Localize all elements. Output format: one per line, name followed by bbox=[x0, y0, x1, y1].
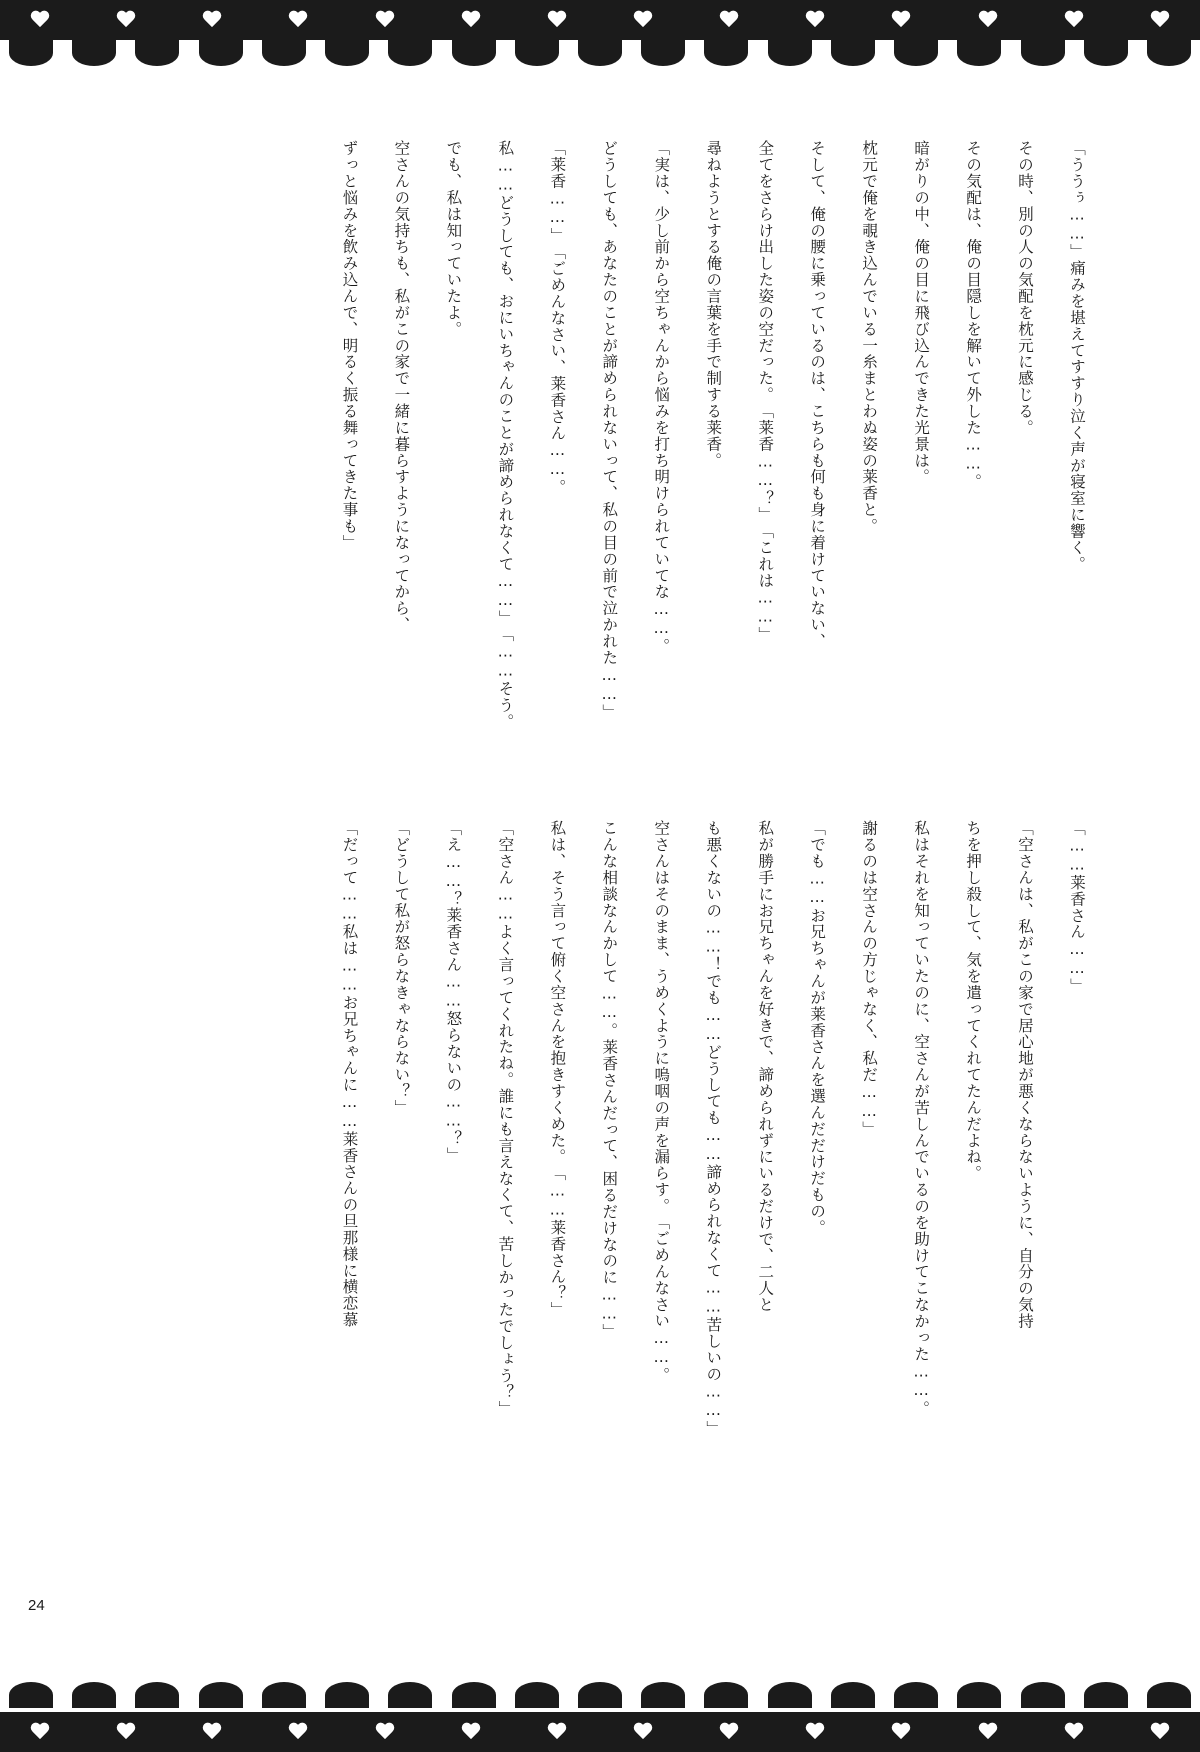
heart-icon bbox=[30, 1723, 50, 1741]
bottom-decorative-border bbox=[0, 1712, 1200, 1752]
text-column: れた……」 bbox=[600, 632, 619, 721]
scallop-shape bbox=[325, 40, 369, 66]
text-column: 痛みを堪えてすすり泣く声が寝室に響く。 bbox=[1068, 260, 1086, 573]
top-heart-row bbox=[0, 0, 1200, 40]
scallop-shape bbox=[641, 40, 685, 66]
text-column: 莱香さんだって、困るだけなのに……」 bbox=[600, 1038, 619, 1340]
text-column: 謝るのは空さんの方じゃなく、私だ……」 bbox=[860, 820, 879, 1138]
text-column: 「だって……私は……お兄ちゃんに……莱香さんの旦那様に横恋慕 bbox=[340, 820, 359, 1328]
scallop-shape bbox=[641, 1682, 685, 1708]
text-column: 空さんの気持ちも、私がこの家で一緒に暮らすようになってから、 bbox=[392, 140, 411, 633]
story-text-lower bbox=[315, 820, 1095, 1440]
scallop-shape bbox=[325, 1682, 369, 1708]
bottom-scallop-row bbox=[0, 1682, 1200, 1712]
text-column: こんな相談なんかして……。 bbox=[600, 820, 619, 1039]
text-column: 莱香さん……怒らないの……？」 bbox=[444, 907, 463, 1164]
text-column: 「え……？ bbox=[444, 820, 463, 908]
text-column: 全てをさらけ出した姿の空だった。 bbox=[756, 140, 775, 403]
heart-icon bbox=[978, 11, 998, 29]
text-column: 「莱香……」 bbox=[548, 140, 567, 244]
text-column: 「これは……」 bbox=[756, 522, 775, 643]
heart-icon bbox=[719, 1723, 739, 1741]
scallop-shape bbox=[957, 40, 1001, 66]
heart-icon bbox=[1064, 11, 1084, 29]
text-column: でも、私は知っていたよ。 bbox=[444, 140, 463, 338]
text-column: どうしても、あなたのことが諦められないって、私の目の前で泣か bbox=[600, 140, 619, 633]
scallop-shape bbox=[578, 40, 622, 66]
text-column: 「……そう。 bbox=[496, 626, 515, 731]
heart-icon bbox=[547, 1723, 567, 1741]
scallop-shape bbox=[135, 40, 179, 66]
scallop-shape bbox=[894, 1682, 938, 1708]
scallop-shape bbox=[1084, 1682, 1128, 1708]
scallop-shape bbox=[199, 40, 243, 66]
scallop-shape bbox=[515, 1682, 559, 1708]
scallop-shape bbox=[199, 1682, 243, 1708]
text-column: 「でも……お兄ちゃんが莱香さんを選んだだけだもの。 bbox=[808, 820, 827, 1236]
scallop-shape bbox=[72, 1682, 116, 1708]
scallop-shape bbox=[768, 1682, 812, 1708]
top-scallop-row bbox=[0, 40, 1200, 70]
text-column: 誰にも言えなくて、苦しかったでしょう？」 bbox=[496, 1087, 515, 1417]
heart-icon bbox=[1150, 11, 1170, 29]
scallop-shape bbox=[578, 1682, 622, 1708]
scallop-shape bbox=[72, 40, 116, 66]
scallop-shape bbox=[388, 1682, 432, 1708]
scallop-shape bbox=[9, 40, 53, 66]
top-decorative-border bbox=[0, 0, 1200, 40]
text-column: 「ごめんなさい……。 bbox=[652, 1214, 671, 1384]
heart-icon bbox=[375, 1723, 395, 1741]
text-column: 「ごめんなさい、莱香さん……。 bbox=[548, 243, 567, 496]
scallop-shape bbox=[515, 40, 559, 66]
heart-icon bbox=[375, 11, 395, 29]
scallop-shape bbox=[9, 1682, 53, 1708]
scallop-shape bbox=[1147, 1682, 1191, 1708]
text-column: 「空さんは、私がこの家で居心地が悪くならないように、自分の気持 bbox=[1016, 820, 1035, 1330]
heart-icon bbox=[116, 1723, 136, 1741]
scallop-shape bbox=[704, 1682, 748, 1708]
scallop-shape bbox=[768, 40, 812, 66]
heart-icon bbox=[633, 11, 653, 29]
text-column: 「どうして私が怒らなきゃならない？」 bbox=[392, 820, 411, 1116]
heart-icon bbox=[202, 1723, 222, 1741]
heart-icon bbox=[1064, 1723, 1084, 1741]
heart-icon bbox=[978, 1723, 998, 1741]
text-column: 枕元で俺を覗き込んでいる一糸まとわぬ姿の莱香と。 bbox=[860, 140, 879, 535]
scallop-shape bbox=[262, 40, 306, 66]
text-column: その時、別の人の気配を枕元に感じる。 bbox=[1016, 140, 1035, 436]
story-text-upper bbox=[315, 140, 1095, 760]
heart-icon bbox=[30, 11, 50, 29]
scallop-shape bbox=[1021, 1682, 1065, 1708]
scallop-shape bbox=[831, 40, 875, 66]
text-column: 私……どうしても、おにいちゃんのことが諦められなくて……」 bbox=[496, 140, 515, 627]
heart-icon bbox=[633, 1723, 653, 1741]
heart-icon bbox=[461, 1723, 481, 1741]
heart-icon bbox=[288, 1723, 308, 1741]
text-column: 暗がりの中、俺の目に飛び込んできた光景は。 bbox=[912, 140, 931, 486]
text-column: 「実は、少し前から空ちゃんから悩みを打ち明けられていてな……。 bbox=[652, 140, 671, 655]
scallop-shape bbox=[831, 1682, 875, 1708]
heart-icon bbox=[202, 11, 222, 29]
scallop-shape bbox=[135, 1682, 179, 1708]
heart-icon bbox=[891, 11, 911, 29]
scallop-shape bbox=[704, 40, 748, 66]
text-column: 私が勝手にお兄ちゃんを好きで、諦められずにいるだけで、二人と bbox=[756, 820, 775, 1313]
heart-icon bbox=[719, 11, 739, 29]
text-column: ちを押し殺して、気を遣ってくれてたんだよね。 bbox=[964, 820, 983, 1182]
text-column: ずっと悩みを飲み込んで、明るく振る舞ってきた事も」 bbox=[340, 140, 359, 551]
heart-icon bbox=[116, 11, 136, 29]
scallop-shape bbox=[1021, 40, 1065, 66]
heart-icon bbox=[547, 11, 567, 29]
bottom-heart-row bbox=[0, 1712, 1200, 1752]
heart-icon bbox=[1150, 1723, 1170, 1741]
scallop-shape bbox=[452, 40, 496, 66]
text-column: 「……莱香さん……」 bbox=[1068, 820, 1086, 995]
scallop-shape bbox=[1084, 40, 1128, 66]
scallop-shape bbox=[1147, 40, 1191, 66]
text-column: 「ううぅ……」 bbox=[1068, 140, 1086, 261]
text-column: も悪くないの……！ bbox=[704, 820, 723, 973]
scallop-shape bbox=[388, 40, 432, 66]
text-column: かった……。 bbox=[912, 1312, 931, 1417]
text-column: 私は、そう言って俯く空さんを抱きすくめた。 bbox=[548, 820, 567, 1166]
heart-icon bbox=[461, 11, 481, 29]
scallop-shape bbox=[452, 1682, 496, 1708]
text-column: 私はそれを知っていたのに、空さんが苦しんでいるのを助けてこな bbox=[912, 820, 931, 1313]
text-column: 「空さん……よく言ってくれたね。 bbox=[496, 820, 515, 1088]
text-column: でも……どうしても……諦められなくて……苦しいの……」 bbox=[704, 972, 723, 1437]
scallop-shape bbox=[894, 40, 938, 66]
scallop-shape bbox=[957, 1682, 1001, 1708]
heart-icon bbox=[288, 11, 308, 29]
text-column: 尋ねようとする俺の言葉を手で制する莱香。 bbox=[704, 140, 723, 469]
text-column: 「……莱香さん？」 bbox=[548, 1165, 567, 1318]
heart-icon bbox=[805, 11, 825, 29]
page-number: 24 bbox=[28, 1597, 45, 1614]
page-body bbox=[0, 80, 1200, 1640]
scallop-shape bbox=[262, 1682, 306, 1708]
text-column: その気配は、俺の目隠しを解いて外した……。 bbox=[964, 140, 983, 491]
heart-icon bbox=[805, 1723, 825, 1741]
text-column: 「莱香……？」 bbox=[756, 402, 775, 523]
text-column: 空さんはそのまま、うめくように嗚咽の声を漏らす。 bbox=[652, 820, 671, 1215]
text-column: そして、俺の腰に乗っているのは、こちらも何も身に着けていない、 bbox=[808, 140, 827, 650]
heart-icon bbox=[891, 1723, 911, 1741]
